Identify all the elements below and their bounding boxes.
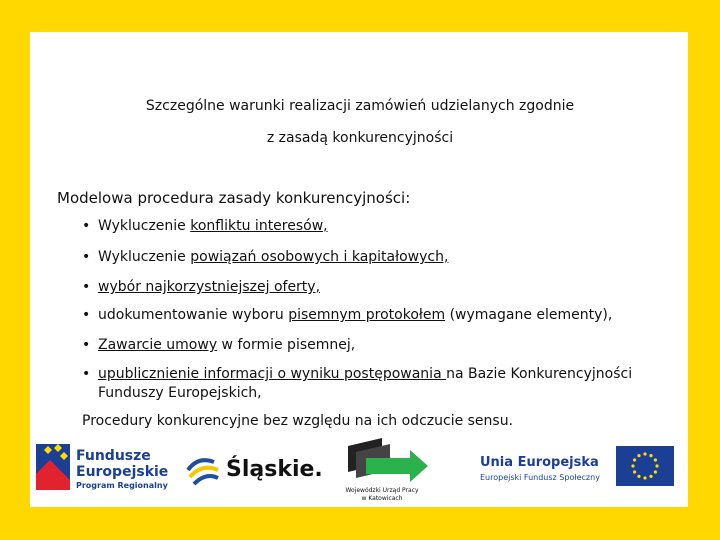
wup-line2: w Katowicach (361, 495, 403, 502)
slaskie-text: Śląskie. (226, 457, 323, 482)
slaskie-logo (188, 456, 323, 484)
list-item: • udokumentowanie wyboru pisemnym protokołem (wymagane elementy), (82, 307, 613, 323)
list-item: • upublicznienie informacji o wyniku postępowania na Bazie Konkurencyjności (82, 366, 633, 382)
title-line-1: Szczególne warunki realizacji zamówień udzielanych zgodnie (145, 98, 575, 114)
ue-line2: Europejski Fundusz Społeczny (480, 473, 600, 482)
ue-line1: Unia Europejska (480, 455, 599, 470)
fe-line3: Program Regionalny (76, 481, 168, 490)
bullet-glyph: • (82, 307, 91, 323)
procedure-heading: Modelowa procedura zasady konkurencyjności: (57, 189, 411, 207)
bullet-glyph: • (82, 218, 91, 234)
closing-text: Procedury konkurencyjne bez względu na ich odczucie sensu. (82, 413, 514, 429)
bullet-glyph: • (82, 337, 91, 353)
list-item-continuation: Funduszy Europejskich, (98, 385, 262, 401)
list-item: • wybór najkorzystniejszej oferty, (82, 279, 321, 295)
wup-line1: Wojewódzki Urząd Pracy (345, 487, 419, 494)
fe-line2: Europejskie (76, 464, 169, 480)
wup-logo (345, 438, 428, 502)
list-item: • Zawarcie umowy w formie pisemnej, (82, 337, 356, 353)
eu-flag-icon (616, 446, 674, 486)
bullet-glyph: • (82, 279, 91, 295)
bullet-glyph: • (82, 249, 91, 265)
bullet-glyph: • (82, 366, 91, 382)
list-item: • Wykluczenie konfliktu interesów, (82, 218, 328, 234)
fe-line1: Fundusze (76, 448, 151, 464)
unia-europejska-logo (480, 446, 674, 486)
slaskie-wave-icon (194, 476, 218, 484)
fundusze-europejskie-logo (36, 444, 169, 490)
title-line-2: z zasadą konkurencyjności (266, 130, 454, 146)
list-item: • Wykluczenie powiązań osobowych i kapitałowych, (82, 249, 449, 265)
logo-strip (30, 430, 688, 506)
